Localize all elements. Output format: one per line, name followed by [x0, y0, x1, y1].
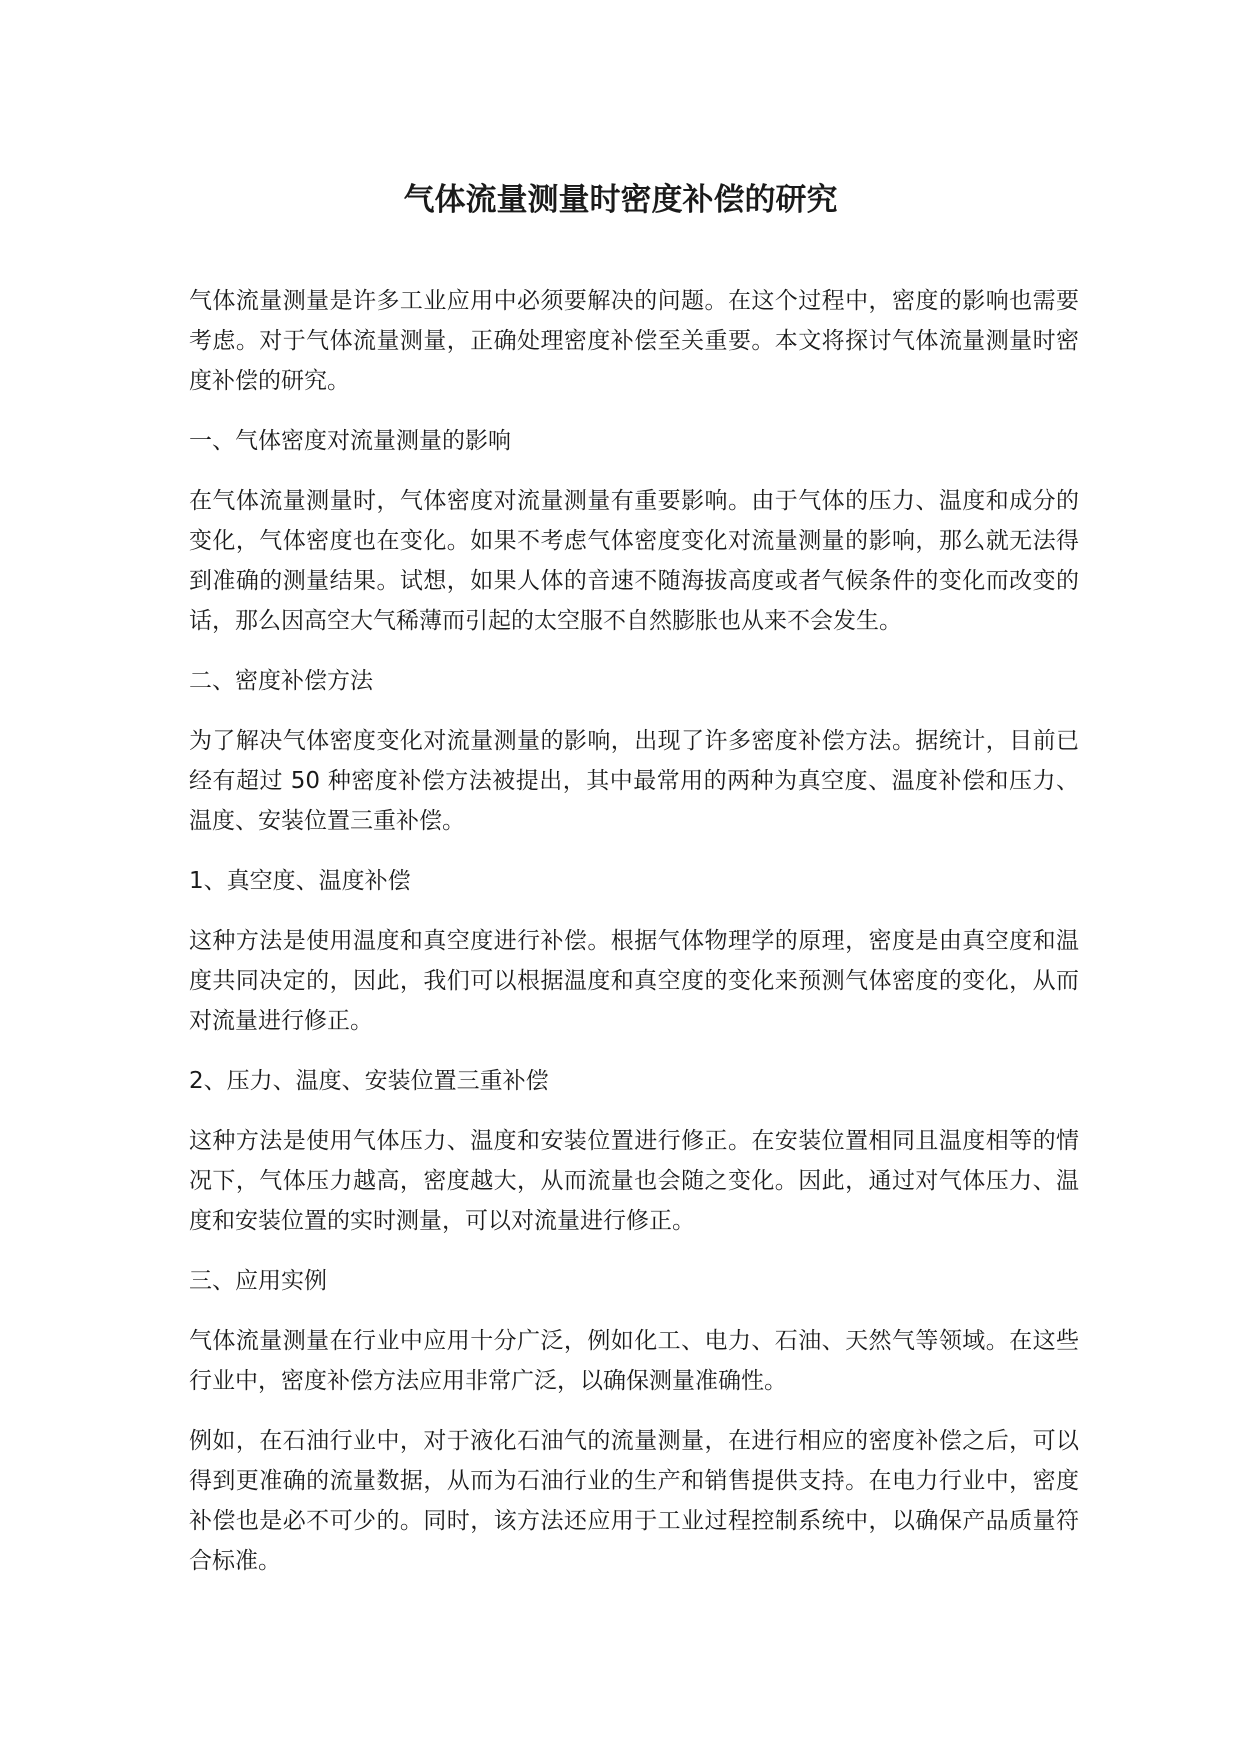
section-heading-3: 三、应用实例: [189, 1268, 327, 1294]
document-title: 气体流量测量时密度补偿的研究: [403, 182, 838, 218]
section-1-paragraph: 在气体流量测量时，气体密度对流量测量有重要影响。由于气体的压力、温度和成分的变化，气体密度也在变化。如果不考虑气体密度变化对流量测量的影响，那么就无法得到准确的测量结果。试想，如果人体的音速不随海拔高度或者气候条件的变化而改变的话，那么因高空大气稀薄而引起的太空服不自然膨胀也从来不会发生。: [189, 488, 1079, 634]
subsection-heading-2-2: 2、压力、温度、安装位置三重补偿: [189, 1068, 549, 1094]
document-body: [189, 281, 1079, 1601]
section-heading-2: 二、密度补偿方法: [189, 668, 373, 694]
section-3-paragraph-1: 气体流量测量在行业中应用十分广泛，例如化工、电力、石油、天然气等领域。在这些行业中，密度补偿方法应用非常广泛，以确保测量准确性。: [189, 1328, 1079, 1394]
subsection-heading-2-1: 1、真空度、温度补偿: [189, 868, 411, 894]
section-2-paragraph: 为了解决气体密度变化对流量测量的影响，出现了许多密度补偿方法。据统计，目前已经有超过 50 种密度补偿方法被提出，其中最常用的两种为真空度、温度补偿和压力、温度、安装位置三重补偿。: [189, 728, 1079, 834]
section-3-paragraph-2: 例如，在石油行业中，对于液化石油气的流量测量，在进行相应的密度补偿之后，可以得到更准确的流量数据，从而为石油行业的生产和销售提供支持。在电力行业中，密度补偿也是必不可少的。同时，该方法还应用于工业过程控制系统中，以确保产品质量符合标准。: [189, 1428, 1079, 1574]
section-heading-1: 一、气体密度对流量测量的影响: [189, 428, 511, 454]
subsection-2-1-paragraph: 这种方法是使用温度和真空度进行补偿。根据气体物理学的原理，密度是由真空度和温度共同决定的，因此，我们可以根据温度和真空度的变化来预测气体密度的变化，从而对流量进行修正。: [189, 928, 1079, 1034]
subsection-2-2-paragraph: 这种方法是使用气体压力、温度和安装位置进行修正。在安装位置相同且温度相等的情况下，气体压力越高，密度越大，从而流量也会随之变化。因此，通过对气体压力、温度和安装位置的实时测量，可以对流量进行修正。: [189, 1128, 1079, 1234]
intro-paragraph: 气体流量测量是许多工业应用中必须要解决的问题。在这个过程中，密度的影响也需要考虑。对于气体流量测量，正确处理密度补偿至关重要。本文将探讨气体流量测量时密度补偿的研究。: [189, 288, 1079, 394]
